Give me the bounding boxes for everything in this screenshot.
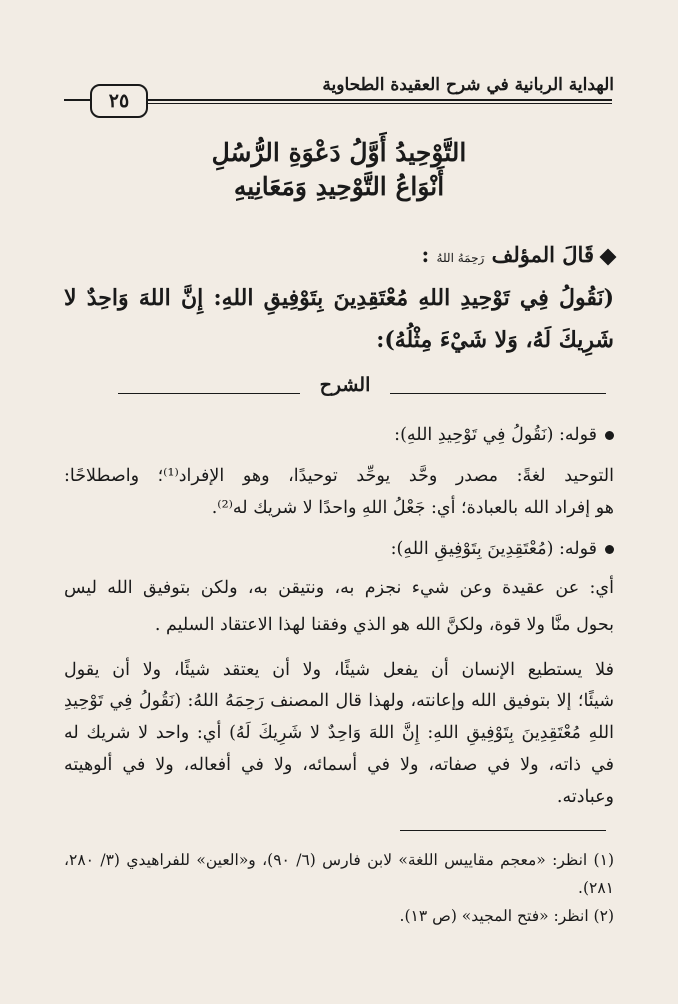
body-line: في ذاته، ولا في صفاته، ولا في أسمائه، ولا في أفعاله، ولا في ألوهيته xyxy=(64,755,614,775)
body-line: اللهِ مُعْتَقِدِينَ بِتَوْفِيقِ اللهِ: إِنَّ اللهَ وَاحِدٌ لا شَرِيكَ لَهُ) أي: واحد لا شريك له xyxy=(64,723,614,743)
body-line: أي: عن عقيدة وعن شيء نجزم به، ونتيقن به، ولكن بتوفيق الله ليس xyxy=(64,578,614,598)
page-number: ٢٥ xyxy=(90,84,148,118)
footnote: (١) انظر: «معجم مقاييس اللغة» لابن فارس (٦/ ٩٠)، و«العين» للفراهيدي (٣/ ٢٨٠، xyxy=(64,851,614,869)
author-said-heading xyxy=(421,238,614,272)
bullet-icon xyxy=(605,545,614,554)
chapter-subtitle: أَنْوَاعُ التَّوْحِيدِ وَمَعَانِيهِ xyxy=(233,172,445,201)
header-rule xyxy=(148,103,612,104)
diamond-icon xyxy=(600,248,617,265)
footnote-rule xyxy=(400,830,606,831)
bullet-text: قوله: (مُعْتَقِدِينَ بِتَوْفِيقِ اللهِ): xyxy=(390,539,597,559)
body-line: وعبادته. xyxy=(556,787,614,807)
bullet-text: قوله: (نَقُولُ فِي تَوْحِيدِ اللهِ): xyxy=(394,425,597,445)
chapter-title: التَّوْحِيدُ أَوَّلُ دَعْوَةِ الرُّسُلِ xyxy=(211,138,467,167)
running-title: الهداية الربانية في شرح العقيدة الطحاوية xyxy=(322,75,614,95)
header-rule xyxy=(64,99,90,101)
header-rule xyxy=(148,99,612,101)
sharh-divider-line xyxy=(118,393,300,394)
body-line: فلا يستطيع الإنسان أن يفعل شيئًا، ولا أن يعتقد شيئًا، ولا أن يقول xyxy=(64,660,614,680)
honorific: رَحِمَهُ اللهُ xyxy=(436,251,485,265)
sharh-divider-line xyxy=(390,393,606,394)
sharh-heading: الشرح xyxy=(319,374,371,396)
bullet-icon xyxy=(605,431,614,440)
body-line: بحول منَّا ولا قوة، ولكنَّ الله هو الذي وفقنا لهذا الاعتقاد السليم . xyxy=(154,615,614,635)
author-said-label: قَالَ المؤلف xyxy=(491,242,594,267)
body-line: هو إفراد الله بالعبادة؛ أي: جَعْلُ اللهِ واحدًا لا شريك له⁽²⁾. xyxy=(211,498,614,518)
bullet-item xyxy=(64,420,614,450)
footnote: (٢) انظر: «فتح المجيد» (ص ١٣). xyxy=(399,907,614,925)
footnote-continuation: ٢٨١). xyxy=(578,879,614,897)
bullet-item xyxy=(64,534,614,564)
matn-line: (نَقُولُ فِي تَوْحِيدِ اللهِ مُعْتَقِدِينَ بِتَوْفِيقِ اللهِ: إِنَّ اللهَ وَاحِدٌ لا xyxy=(64,285,614,311)
matn-line: شَرِيكَ لَهُ، وَلا شَيْءَ مِثْلُهُ): xyxy=(376,327,614,353)
body-line: التوحيد لغةً: مصدر وحَّد يوحِّد توحيدًا، وهو الإفراد⁽¹⁾؛ واصطلاحًا: xyxy=(64,466,614,486)
body-line: شيئًا؛ إلا بتوفيق الله وإعانته، ولهذا قال المصنف رَحِمَهُ اللهُ: (نَقُولُ فِي تَوْحِيدِ xyxy=(64,691,614,711)
author-said-colon: : xyxy=(421,242,430,267)
